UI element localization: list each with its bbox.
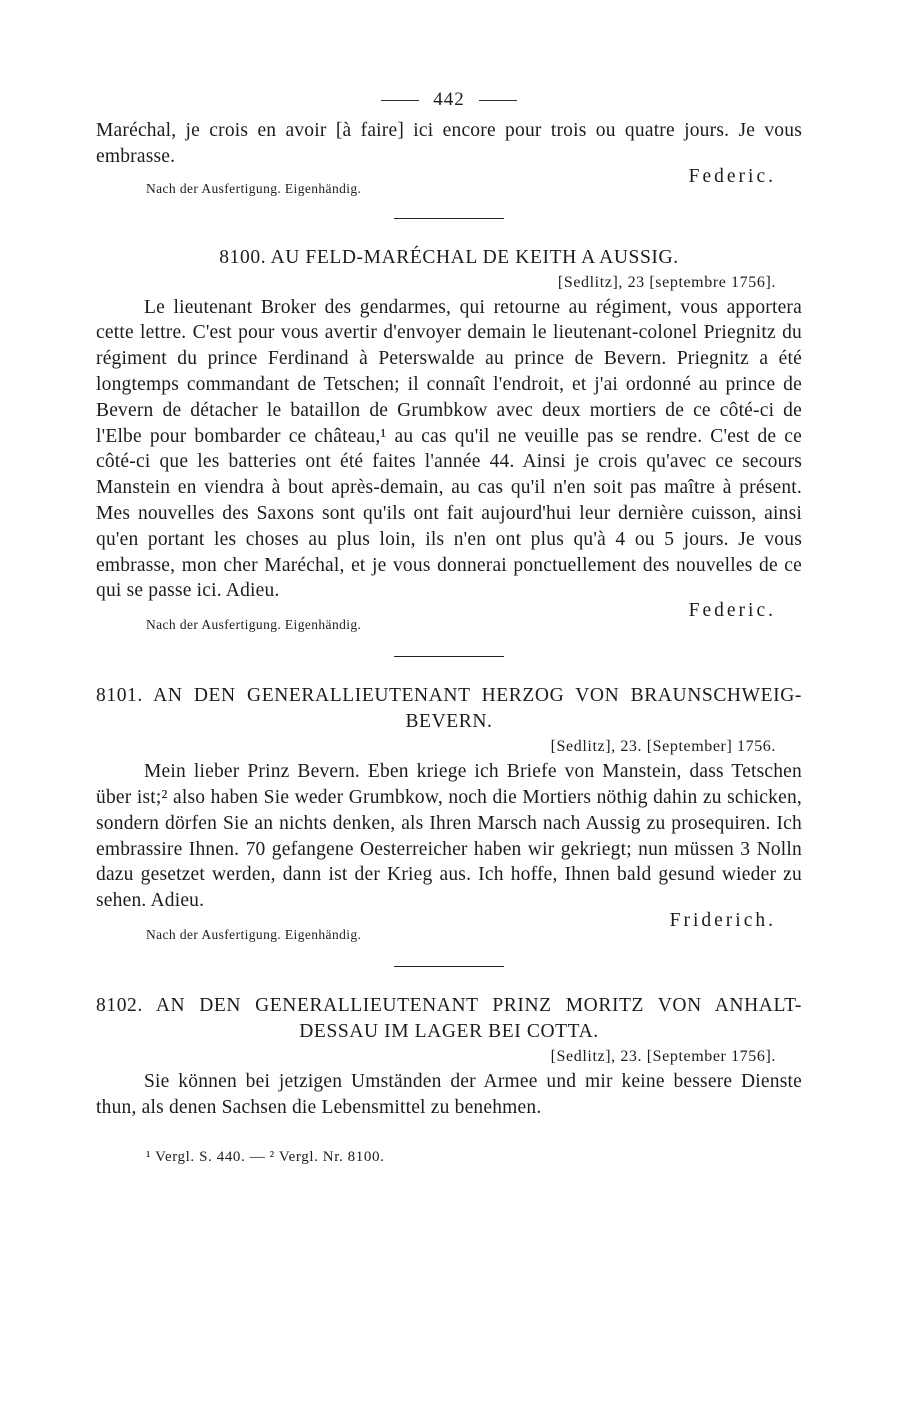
carryover-signature: Federic. [688, 165, 776, 187]
letter-source: Nach der Ausfertigung. Eigenhändig. [146, 926, 362, 942]
letter-signature: Friderich. [669, 909, 776, 931]
letter-8102 [96, 993, 802, 1121]
section-divider [394, 966, 504, 967]
letter-body: Le lieutenant Broker des gendarmes, qui retourne au régiment, vous apportera cette lettre. C'est pour vous avertir d'envoyer demain le lieutenant-colonel Priegnitz du régiment du prince Ferdinand à Peterswalde au prince de Bevern. Priegnitz a été longtemps commandant de Tetschen; il connaît l'endroit, et j'ai ordonné au prince de Bevern de détacher le bataillon de Grumbkow avec deux mortiers de ce côté-ci de l'Elbe pour bombarder ce château,¹ au cas qu'il ne veuille pas se rendre. C'est de ce côté-ci que les batteries ont été faites l'année 44. Ainsi je crois qu'avec ce secours Manstein en viendra à bout après-demain, au cas qu'il n'en soit pas maître à présent. Mes nouvelles des Saxons sont qu'ils ont fait aujourd'hui leur dernière cuisson, ainsi qu'en portant les choses au plus loin, ils n'en ont plus qu'à 4 ou 5 jours. Je vous embrasse, mon cher Maréchal, et je vous donnerai ponctuellement des nouvelles de ce qui se passe ici. Adieu. [96, 296, 802, 602]
letter-source: Nach der Ausfertigung. Eigenhändig. [146, 617, 362, 633]
letter-heading: 8100. AU FELD-MARÉCHAL DE KEITH A AUSSIG. [219, 246, 679, 268]
letter-heading: 8102. AN DEN GENERALLIEUTENANT PRINZ MORITZ VON ANHALT-DESSAU IM LAGER BEI COTTA. [96, 994, 802, 1042]
letter-dateline: [Sedlitz], 23. [September 1756]. [550, 1047, 776, 1065]
header-dash-right [479, 100, 517, 101]
book-page [96, 82, 802, 1167]
letter-dateline: [Sedlitz], 23 [septembre 1756]. [557, 273, 776, 291]
letter-heading: 8101. AN DEN GENERALLIEUTENANT HERZOG VON BRAUNSCHWEIG-BEVERN. [96, 685, 802, 733]
section-divider [394, 656, 504, 657]
page-number: 442 [433, 89, 465, 110]
letter-8101 [96, 683, 802, 944]
letter-body: Mein lieber Prinz Bevern. Eben kriege ich Briefe von Manstein, dass Tetschen über ist;² also haben Sie weder Grumbkow, noch die Mortiers nöthig dahin zu schicken, sondern dörfen Sie an nichts denken, als Ihren Marsch nach Aussig zu prosequiren. Ich embrassire Ihnen. 70 gefangene Oesterreicher haben wir gekriegt; nun müssen 3 Nolln dazu gesetzet werden, dann ist der Krieg aus. Ich hoffe, Ihnen bald gesund wieder zu sehen. Adieu. [96, 761, 802, 912]
letter-8100 [96, 245, 802, 635]
letter-dateline: [Sedlitz], 23. [September] 1756. [550, 738, 776, 756]
letter-body: Sie können bei jetzigen Umständen der Armee und mir keine bessere Dienste thun, als denen Sachsen die Lebensmittel zu benehmen. [96, 1070, 802, 1118]
carryover-text: Maréchal, je crois en avoir [à faire] ici encore pour trois ou quatre jours. Je vous embrasse. [96, 120, 802, 167]
letter-signature: Federic. [688, 600, 776, 622]
carryover-source: Nach der Ausfertigung. Eigenhändig. [146, 180, 362, 196]
footnotes: ¹ Vergl. S. 440. — ² Vergl. Nr. 8100. [146, 1148, 385, 1165]
page-header [96, 82, 802, 118]
header-dash-left [381, 100, 419, 101]
section-divider [394, 218, 504, 219]
